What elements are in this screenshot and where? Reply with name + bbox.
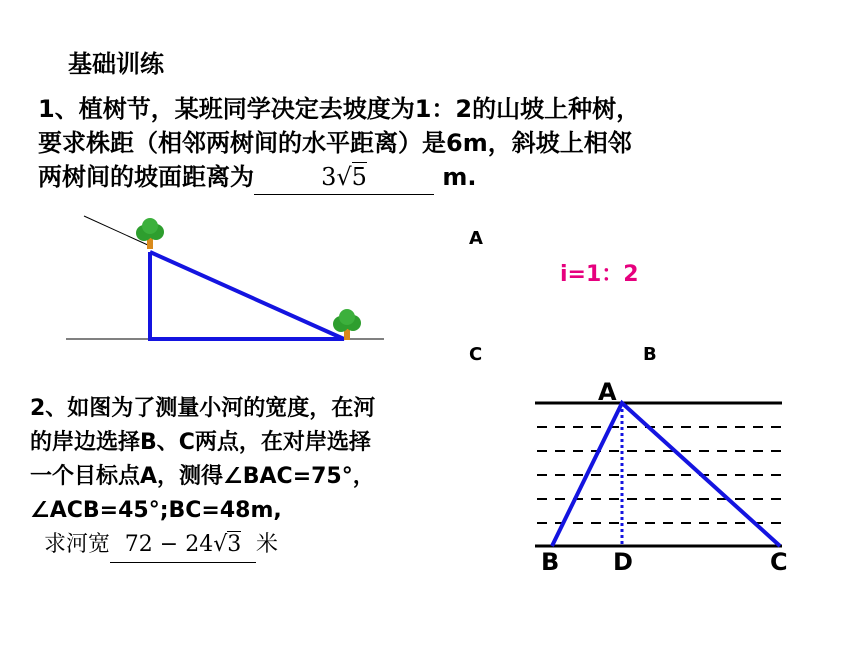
slope-label-a: A [469,228,483,249]
river-label-b: B [541,548,560,576]
q2-answer-sqrt-sign: √ [213,532,228,557]
q2-line-5-prefix: 求河宽 [44,532,111,557]
q2-answer-radicand: 3 [227,532,242,557]
section-title: 基础训练 [68,50,164,78]
slope-ratio-label: i=1：2 [560,262,639,287]
slope-label-b: B [643,344,657,365]
q1-line-1: 1、植树节，某班同学决定去坡度为1：2的山坡上种树， [38,95,641,123]
river-label-a: A [598,378,617,406]
q1-line-2: 要求株距（相邻两树间的水平距离）是6m，斜坡上相邻 [38,129,632,157]
q2-line-4: ∠ACB=45°;BC=48m, [30,498,282,523]
river-water-lines [537,427,782,523]
q1-line-3-suffix: m. [434,163,477,191]
q1-answer-coef: 3 [321,163,337,191]
river-label-d: D [613,548,633,576]
q2-line-3: 一个目标点A，测得∠BAC=75°， [30,464,375,489]
q2-line-5-suffix: 米 [256,532,279,557]
q2-answer-main: 72 − 24 [124,532,214,557]
river-label-c: C [770,548,788,576]
q2-line-1: 2、如图为了测量小河的宽度，在河 [30,396,376,421]
q1-answer-sqrt-sign: √ [336,163,352,191]
q1-answer-radicand: 5 [351,163,367,191]
q2-line-2: 的岸边选择B、C两点，在对岸选择 [30,430,371,455]
slope-label-c: C [469,344,483,365]
q1-line-3-prefix: 两树间的坡面距离为 [38,163,254,191]
